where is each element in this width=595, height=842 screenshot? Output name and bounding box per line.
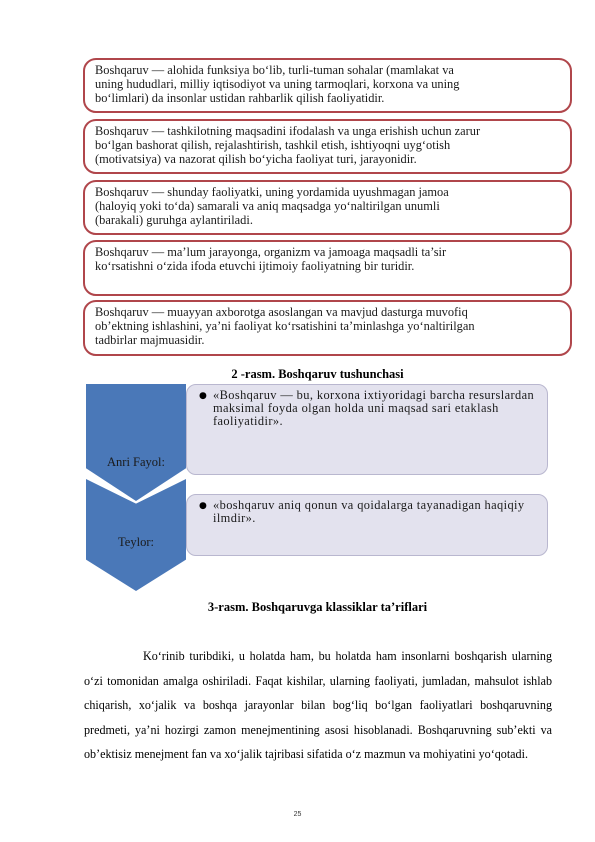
bullet-icon: ● bbox=[199, 391, 207, 401]
quote-box-fayol bbox=[186, 384, 548, 475]
chevron-shape-fayol bbox=[86, 384, 186, 501]
definition-box-3: Boshqaruv — shunday faoliyatki, uning yordamida uyushmagan jamoa (haloyiq yoki to‘da) samarali va aniq maqsadga yo‘naltirilgan unumli (barakali) guruhga aylantiriladi. bbox=[83, 180, 572, 235]
author-label-fayol: Anri Fayol: bbox=[107, 455, 165, 469]
definition-box-4: Boshqaruv — ma’lum jarayonga, organizm va jamoaga maqsadli ta’sir ko‘rsatishni o‘zida ifoda etuvchi ijtimoiy faoliyatning bir turidir. bbox=[83, 240, 572, 296]
quote-box-teylor bbox=[186, 494, 548, 556]
page-number: 25 bbox=[293, 811, 302, 818]
quote-text-fayol: «Boshqaruv — bu, korxona ixtiyoridagi barcha resurslardan maksimal foyda olgan holda uni maqsad sari etaklash faoliyatidir». bbox=[213, 388, 535, 428]
definition-box-1: Boshqaruv — alohida funksiya bo‘lib, turli-tuman sohalar (mamlakat va uning hududlari, milliy iqtisodiyot va uning tarmoqlari, korxona va uning bo‘limlari) da insonlar ustidan rahbarlik qilish faoliyatidir. bbox=[83, 58, 572, 113]
definition-box-2: Boshqaruv — tashkilotning maqsadini ifodalash va unga erishish uchun zarur bo‘lgan bashorat qilish, rejalashtirish, tashkil etish, ishtiyoqni uyg‘otish (motivatsiya) va nazorat qilish bo‘yicha faoliyat turi, jarayonidir. bbox=[83, 119, 572, 174]
body-paragraph: Ko‘rinib turibdiki, u holatda ham, bu holatda ham insonlarni boshqarish ularning o‘zi tomonidan amalga oshiriladi. Faqat kishilar, ularning faoliyati, jumladan, mahsulot ishlab chiqarish, xo‘jalik va boshqa jarayonlar bilan bog‘liq bo‘lgan faoliyatlari boshqaruvning predmeti, ya’ni hozirgi zamon menejmentining asosi hisoblanadi. Boshqaruvning sub’ekti va ob’ektisiz menejment fan va xo‘jalik tajribasi sifatida o‘z mazmun va mohiyatini yo‘qotadi. bbox=[84, 649, 552, 762]
author-label-teylor: Teylor: bbox=[118, 535, 154, 549]
bullet-icon: ● bbox=[199, 501, 207, 511]
quote-text-teylor: «boshqaruv aniq qonun va qoidalarga tayanadigan haqiqiy ilmdir». bbox=[213, 498, 525, 525]
figure-caption-2: 2 -rasm. Boshqaruv tushunchasi bbox=[231, 367, 404, 381]
definition-box-5: Boshqaruv — muayyan axborotga asoslangan va mavjud dasturga muvofiq ob’ektning ishlashini, ya’ni faoliyat ko‘rsatishini ta’minlashga yo‘naltirilgan tadbirlar majmuasidir. bbox=[83, 300, 572, 356]
figure-caption-3: 3-rasm. Boshqaruvga klassiklar ta’riflari bbox=[207, 600, 428, 614]
